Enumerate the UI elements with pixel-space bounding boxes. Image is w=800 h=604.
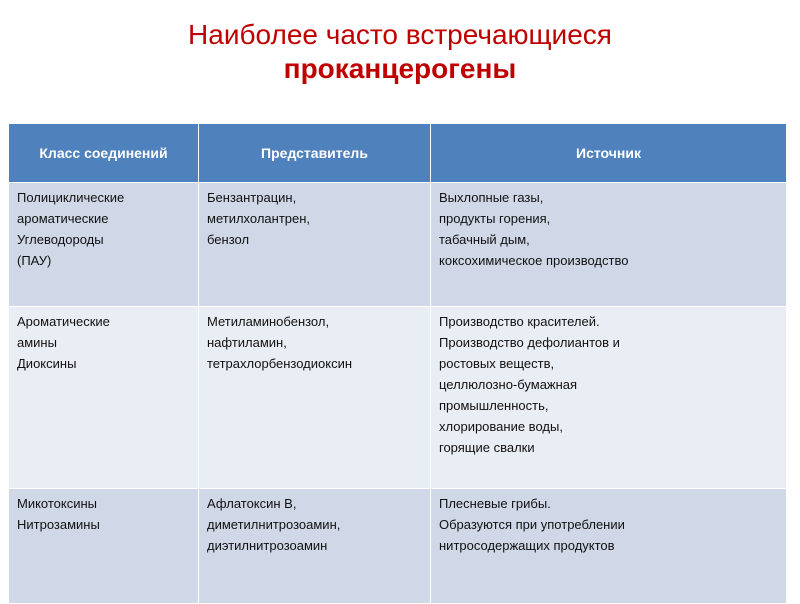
cell-line: Выхлопные газы, <box>439 190 544 205</box>
header-source: Источник <box>431 124 787 183</box>
cell-line: целлюлозно-бумажная <box>439 377 578 392</box>
cell-representative <box>199 307 431 489</box>
cell-class <box>9 307 199 489</box>
cell-line: метилхолантрен, <box>207 211 311 226</box>
cell-line: нитросодержащих продуктов <box>439 538 615 553</box>
cell-source <box>431 307 787 489</box>
cell-line: Нитрозамины <box>17 517 100 532</box>
cell-line: Ароматические <box>17 314 110 329</box>
cell-line: нафтиламин, <box>207 335 287 350</box>
header-class: Класс соединений <box>9 124 199 183</box>
cell-line: Микотоксины <box>17 496 98 511</box>
table-row <box>9 307 787 489</box>
cell-line: амины <box>17 335 57 350</box>
cell-representative <box>199 183 431 307</box>
slide-title-line-1: Наиболее часто встречающиеся <box>188 19 612 50</box>
slide-title <box>0 18 800 86</box>
cell-line: Углеводороды <box>17 232 104 247</box>
cell-line: диэтилнитрозоамин <box>207 538 328 553</box>
cell-line: диметилнитрозоамин, <box>207 517 341 532</box>
cell-line: Производство дефолиантов и <box>439 335 620 350</box>
header-representative: Представитель <box>199 124 431 183</box>
cell-line: Афлатоксин В, <box>207 496 297 511</box>
cell-line: Плесневые грибы. <box>439 496 551 511</box>
cell-line: горящие свалки <box>439 440 535 455</box>
cell-representative <box>199 489 431 604</box>
cell-line: Полициклические <box>17 190 125 205</box>
slide-title-line-2: проканцерогены <box>283 53 517 84</box>
cell-line: ростовых веществ, <box>439 356 555 371</box>
cell-line: Производство красителей. <box>439 314 600 329</box>
table-row <box>9 183 787 307</box>
cell-line: Метиламинобензол, <box>207 314 330 329</box>
cell-source <box>431 183 787 307</box>
cell-class <box>9 489 199 604</box>
cell-line: ароматические <box>17 211 109 226</box>
cell-line: коксохимическое производство <box>439 253 629 268</box>
cell-class <box>9 183 199 307</box>
cell-line: промышленность, <box>439 398 549 413</box>
table-header-row <box>9 124 787 183</box>
cell-line: табачный дым, <box>439 232 530 247</box>
cell-line: Образуются при употреблении <box>439 517 625 532</box>
cell-line: продукты горения, <box>439 211 551 226</box>
cell-line: Бензантрацин, <box>207 190 297 205</box>
cell-line: Диоксины <box>17 356 77 371</box>
cell-line: хлорирование воды, <box>439 419 563 434</box>
cell-source <box>431 489 787 604</box>
table-row <box>9 489 787 604</box>
cell-line: бензол <box>207 232 250 247</box>
cell-line: тетрахлорбензодиоксин <box>207 356 353 371</box>
cell-line: (ПАУ) <box>17 253 52 268</box>
procarcinogens-table <box>8 123 787 604</box>
